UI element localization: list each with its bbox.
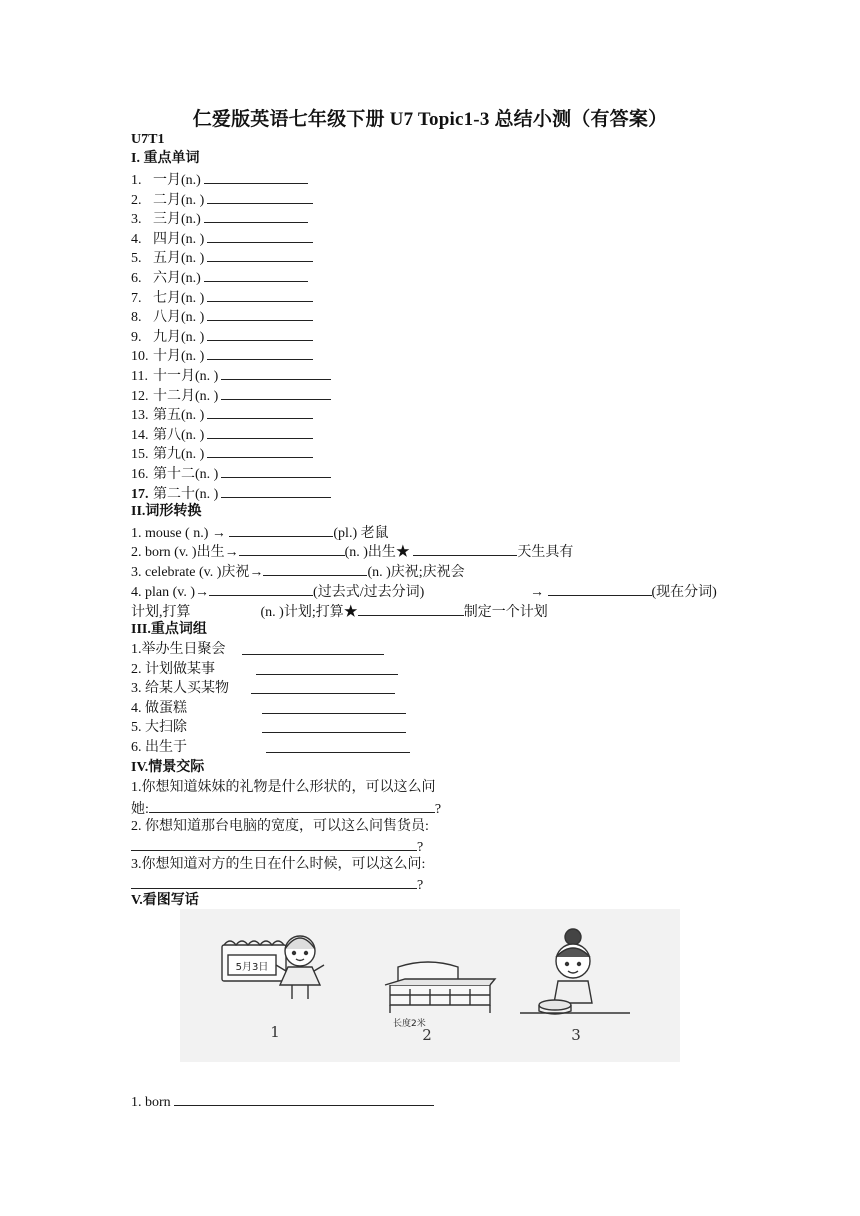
answer-blank-wrap <box>266 739 410 759</box>
section-5-heading: V.看图写话 <box>131 893 199 908</box>
dialog-q2-text: 2. 你想知道那台电脑的宽度，可以这么问售货员: <box>131 819 429 834</box>
vocab-prompt: 五月(n. ) <box>153 251 205 267</box>
conv-4-suffix: (现在分词) <box>651 585 717 600</box>
vocab-prompt: 第九(n. ) <box>153 447 205 463</box>
dialog-q1-prefix: 她: <box>131 802 149 817</box>
vocab-prompt: 八月(n. ) <box>153 310 205 326</box>
vocab-item <box>131 229 313 249</box>
item-number: 11. <box>131 369 148 384</box>
answer-blank[interactable] <box>239 542 345 556</box>
answer-blank[interactable] <box>262 719 406 733</box>
page-title: 仁爱版英语七年级下册 U7 Topic1-3 总结小测（有答案） <box>192 109 668 130</box>
answer-blank[interactable] <box>229 523 333 537</box>
answer-blank[interactable] <box>207 248 313 262</box>
answer-blank[interactable] <box>207 229 313 243</box>
vocab-item <box>131 307 313 327</box>
conv-1-suffix: (pl.) 老鼠 <box>333 526 389 541</box>
answer-blank[interactable] <box>207 405 313 419</box>
answer-blank-wrap <box>256 661 398 681</box>
answer-blank[interactable] <box>207 307 313 321</box>
item-number: 12. <box>131 388 149 404</box>
phrase-prompt: 2. 计划做某事 <box>131 661 215 677</box>
question-mark: ? <box>417 878 424 893</box>
conversion-line-1 <box>131 523 389 543</box>
writing-1-prefix: 1. born <box>131 1095 171 1110</box>
answer-blank[interactable] <box>358 602 464 616</box>
item-number: 4. <box>131 231 142 247</box>
section-2-heading: II.词形转换 <box>131 504 202 519</box>
vocab-item <box>131 366 331 386</box>
vocab-prompt: 一月(n.) <box>153 173 201 188</box>
conv-1-text: 1. mouse ( n.) → <box>131 526 226 541</box>
answer-blank[interactable] <box>204 268 308 282</box>
answer-blank[interactable] <box>207 346 313 360</box>
answer-blank[interactable] <box>149 799 435 813</box>
vocab-item <box>131 288 313 308</box>
vocab-item <box>131 444 313 464</box>
conv-5-text: 计划,打算 <box>131 605 191 620</box>
answer-blank[interactable] <box>207 327 313 341</box>
item-number: 14. <box>131 427 149 443</box>
picture-number-1: 1 <box>270 1023 280 1041</box>
conversion-line-4 <box>131 582 424 602</box>
answer-blank[interactable] <box>242 641 384 655</box>
picture-number-3: 3 <box>571 1026 581 1044</box>
conv-4-text: 4. plan (v. )→ <box>131 585 210 600</box>
dialog-q3-text: 3.你想知道对方的生日在什么时候，可以这么问: <box>131 857 426 872</box>
item-number: 5. <box>131 251 142 267</box>
answer-blank[interactable] <box>263 562 367 576</box>
answer-blank[interactable] <box>413 542 517 556</box>
answer-blank[interactable] <box>204 170 308 184</box>
unit-label: U7T1 <box>131 132 165 147</box>
phrase-item <box>131 641 226 659</box>
answer-blank[interactable] <box>262 700 406 714</box>
vocab-item <box>131 405 313 425</box>
conv-2-suffix: 天生具有 <box>517 545 574 560</box>
answer-blank[interactable] <box>204 209 308 223</box>
vocab-prompt: 四月(n. ) <box>153 231 205 247</box>
phrase-item <box>131 661 215 679</box>
vocab-prompt: 十月(n. ) <box>153 349 205 365</box>
vocab-item <box>131 209 308 229</box>
calendar-icon <box>222 941 286 981</box>
item-number: 13. <box>131 408 149 424</box>
vocab-item <box>131 484 331 504</box>
conversion-line-4-right <box>530 582 717 602</box>
item-number: 2. <box>131 192 142 208</box>
item-number: 7. <box>131 290 142 306</box>
answer-blank[interactable] <box>207 288 313 302</box>
answer-blank[interactable] <box>548 582 652 596</box>
answer-blank[interactable] <box>256 661 398 675</box>
question-mark: ? <box>434 802 442 817</box>
vocab-item <box>131 190 313 210</box>
item-number: 8. <box>131 310 142 326</box>
answer-blank[interactable] <box>174 1092 434 1106</box>
question-mark: ? <box>417 840 424 855</box>
answer-blank-wrap <box>242 641 384 661</box>
vocab-item <box>131 346 313 366</box>
dialog-q2-answer <box>131 837 423 857</box>
conv-4-arrow: → <box>530 585 544 600</box>
picture-panel <box>180 909 680 1062</box>
item-number: 15. <box>131 447 149 463</box>
phrase-item <box>131 680 229 698</box>
phrase-item <box>131 739 187 757</box>
phrase-item <box>131 700 187 718</box>
answer-blank[interactable] <box>131 837 417 851</box>
answer-blank[interactable] <box>207 425 313 439</box>
answer-blank[interactable] <box>221 386 331 400</box>
item-number: 17. <box>131 486 149 502</box>
picture-illustration <box>180 909 680 1062</box>
vocab-prompt: 十一月(n. ) <box>153 369 219 384</box>
vocab-item <box>131 425 313 445</box>
picture-number-2: 2 <box>422 1026 432 1044</box>
phrase-prompt: 5. 大扫除 <box>131 720 187 736</box>
conv-5-mid: (n. )计划;打算★ <box>260 605 358 620</box>
answer-blank[interactable] <box>221 484 331 498</box>
conv-3-suffix: (n. )庆祝;庆祝会 <box>367 565 465 580</box>
vocab-prompt: 第二十(n. ) <box>153 486 219 502</box>
calendar-date: 5月3日 <box>235 962 269 973</box>
vocab-item <box>131 327 313 347</box>
vocab-prompt: 七月(n. ) <box>153 290 205 306</box>
vocab-prompt: 二月(n. ) <box>153 192 205 208</box>
answer-blank[interactable] <box>207 190 313 204</box>
vocab-prompt: 九月(n. ) <box>153 329 205 345</box>
conversion-line-2 <box>131 542 573 562</box>
answer-blank-wrap <box>251 680 395 700</box>
conv-4-mid: (过去式/过去分词) <box>313 585 425 600</box>
section-1-heading: I. 重点单词 <box>131 151 200 166</box>
answer-blank[interactable] <box>221 464 331 478</box>
section-3-heading: III.重点词组 <box>131 622 207 637</box>
item-number: 3. <box>131 212 142 228</box>
conv-3-text: 3. celebrate (v. )庆祝→ <box>131 565 264 580</box>
answer-blank[interactable] <box>209 582 313 596</box>
dialog-q1-text: 1.你想知道妹妹的礼物是什么形状的，可以这么问 <box>131 780 436 795</box>
answer-blank-wrap <box>262 700 406 720</box>
answer-blank[interactable] <box>207 444 313 458</box>
answer-blank[interactable] <box>251 680 395 694</box>
answer-blank[interactable] <box>221 366 331 380</box>
answer-blank[interactable] <box>266 739 410 753</box>
answer-blank[interactable] <box>131 875 417 889</box>
phrase-prompt: 6. 出生于 <box>131 740 187 755</box>
dialog-q1-answer <box>131 799 441 819</box>
bed-icon <box>385 962 495 1013</box>
girl-with-cake-icon <box>520 929 630 1014</box>
item-number: 9. <box>131 329 142 345</box>
item-number: 6. <box>131 271 142 286</box>
vocab-prompt: 第十二(n. ) <box>153 467 219 482</box>
vocab-prompt: 第八(n. ) <box>153 427 205 443</box>
section-4-heading: IV.情景交际 <box>131 760 205 775</box>
conversion-line-5 <box>131 602 548 622</box>
vocab-item <box>131 386 331 406</box>
conv-2-text: 2. born (v. )出生→ <box>131 545 239 560</box>
conversion-line-3 <box>131 562 465 582</box>
vocab-prompt: 三月(n.) <box>153 212 201 228</box>
item-number: 16. <box>131 467 149 482</box>
item-number: 10. <box>131 349 149 365</box>
vocab-prompt: 第五(n. ) <box>153 408 205 424</box>
vocab-item <box>131 464 331 484</box>
item-number: 1. <box>131 173 142 188</box>
phrase-prompt: 3. 给某人买某物 <box>131 681 229 697</box>
phrase-prompt: 4. 做蛋糕 <box>131 700 187 716</box>
bed-length-label: 长度2米 <box>393 1019 426 1029</box>
vocab-item <box>131 170 308 190</box>
conv-2-mid: (n. )出生★ <box>344 545 410 560</box>
vocab-item <box>131 248 313 268</box>
vocab-item <box>131 268 308 288</box>
conv-5-suffix: 制定一个计划 <box>463 605 548 620</box>
writing-line-1 <box>131 1092 434 1112</box>
phrase-prompt: 1.举办生日聚会 <box>131 642 226 657</box>
vocab-prompt: 六月(n.) <box>153 271 201 286</box>
vocab-prompt: 十二月(n. ) <box>153 388 219 404</box>
phrase-item <box>131 719 187 737</box>
answer-blank-wrap <box>262 719 406 739</box>
